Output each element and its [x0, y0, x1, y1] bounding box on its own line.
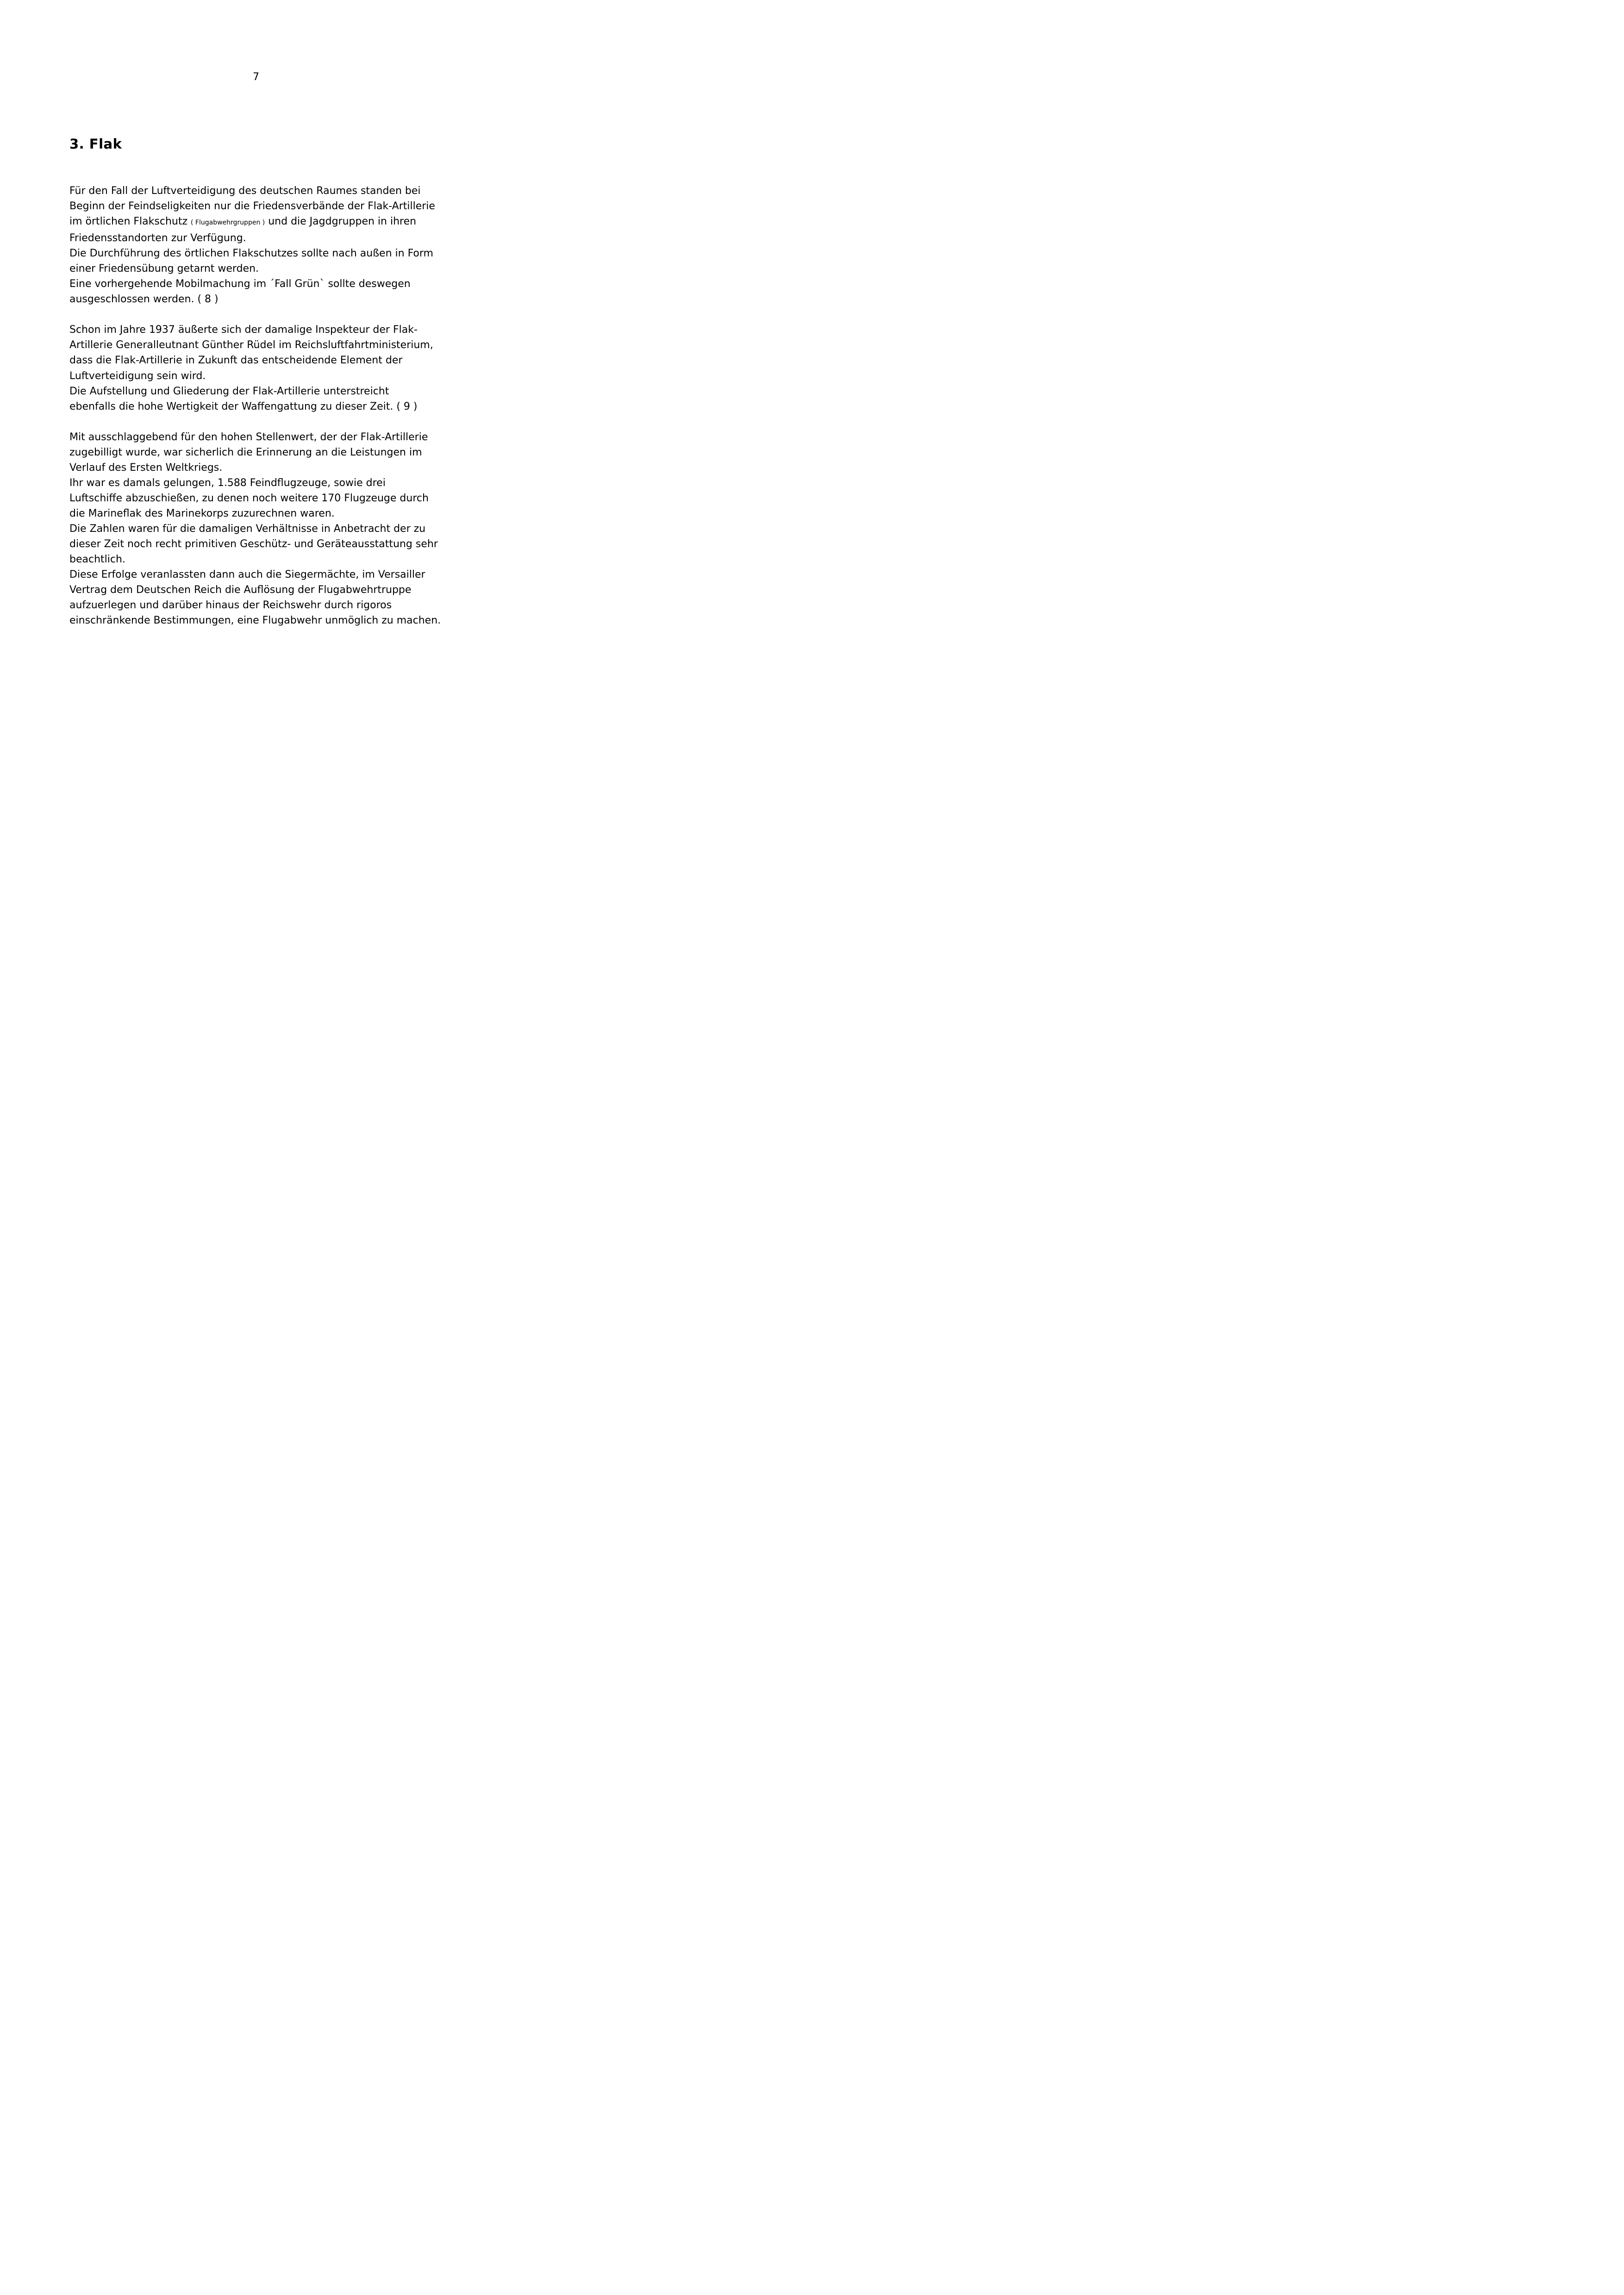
page-number: 7	[253, 71, 259, 83]
text-line: Eine vorhergehende Mobilmachung im ´Fall Grün` sollte deswegen	[69, 278, 411, 290]
text-line: Ihr war es damals gelungen, 1.588 Feindflugzeuge, sowie drei	[69, 477, 386, 489]
text-line: beachtlich.	[69, 554, 125, 566]
line-segment: und die Jagdgruppen in ihren	[265, 216, 417, 228]
paragraph	[69, 430, 458, 629]
body-text	[69, 183, 458, 643]
text-line: Schon im Jahre 1937 äußerte sich der damalige Inspekteur der Flak-	[69, 324, 418, 336]
line-segment: im örtlichen Flakschutz	[69, 216, 191, 228]
section-heading: 3. Flak	[69, 136, 122, 152]
text-line: Luftschiffe abzuschießen, zu denen noch weitere 170 Flugzeuge durch	[69, 492, 429, 504]
text-line: aufzuerlegen und darüber hinaus der Reichswehr durch rigoros	[69, 599, 392, 611]
text-line: Verlauf des Ersten Weltkriegs.	[69, 461, 223, 474]
text-line	[69, 214, 458, 231]
text-line: dass die Flak-Artillerie in Zukunft das entscheidende Element der	[69, 355, 403, 367]
text-line: Die Aufstellung und Gliederung der Flak-Artillerie unterstreicht	[69, 385, 389, 397]
text-line: Mit ausschlaggebend für den hohen Stellenwert, der der Flak-Artillerie	[69, 431, 428, 443]
text-line: dieser Zeit noch recht primitiven Geschütz- und Geräteausstattung sehr	[69, 538, 438, 550]
text-line: Die Zahlen waren für die damaligen Verhältnisse in Anbetracht der zu	[69, 523, 426, 535]
paragraph	[69, 183, 458, 307]
document-page	[0, 0, 510, 722]
text-line: Beginn der Feindseligkeiten nur die Friedensverbände der Flak-Artillerie	[69, 200, 435, 212]
text-line: Friedensstandorten zur Verfügung.	[69, 232, 246, 244]
text-line: ebenfalls die hohe Wertigkeit der Waffengattung zu dieser Zeit. ( 9 )	[69, 400, 418, 412]
text-line: Vertrag dem Deutschen Reich die Auflösung der Flugabwehrtruppe	[69, 584, 412, 596]
text-line: Luftverteidigung sein wird.	[69, 370, 206, 382]
text-line: Die Durchführung des örtlichen Flakschutzes sollte nach außen in Form	[69, 248, 433, 260]
paragraph	[69, 322, 458, 414]
text-line: Für den Fall der Luftverteidigung des deutschen Raumes standen bei	[69, 185, 421, 197]
text-line: einer Friedensübung getarnt werden.	[69, 263, 259, 275]
text-line: die Marineflak des Marinekorps zuzurechnen waren.	[69, 507, 335, 519]
inline-note: ( Flugabwehrgruppen )	[191, 219, 265, 227]
text-line: Artillerie Generalleutnant Günther Rüdel im Reichsluftfahrtministerium,	[69, 339, 433, 351]
text-line: ausgeschlossen werden. ( 8 )	[69, 293, 219, 306]
text-line: einschränkende Bestimmungen, eine Flugabwehr unmöglich zu machen.	[69, 615, 441, 627]
text-line: zugebilligt wurde, war sicherlich die Erinnerung an die Leistungen im	[69, 446, 422, 458]
text-line: Diese Erfolge veranlassten dann auch die Siegermächte, im Versailler	[69, 569, 425, 581]
